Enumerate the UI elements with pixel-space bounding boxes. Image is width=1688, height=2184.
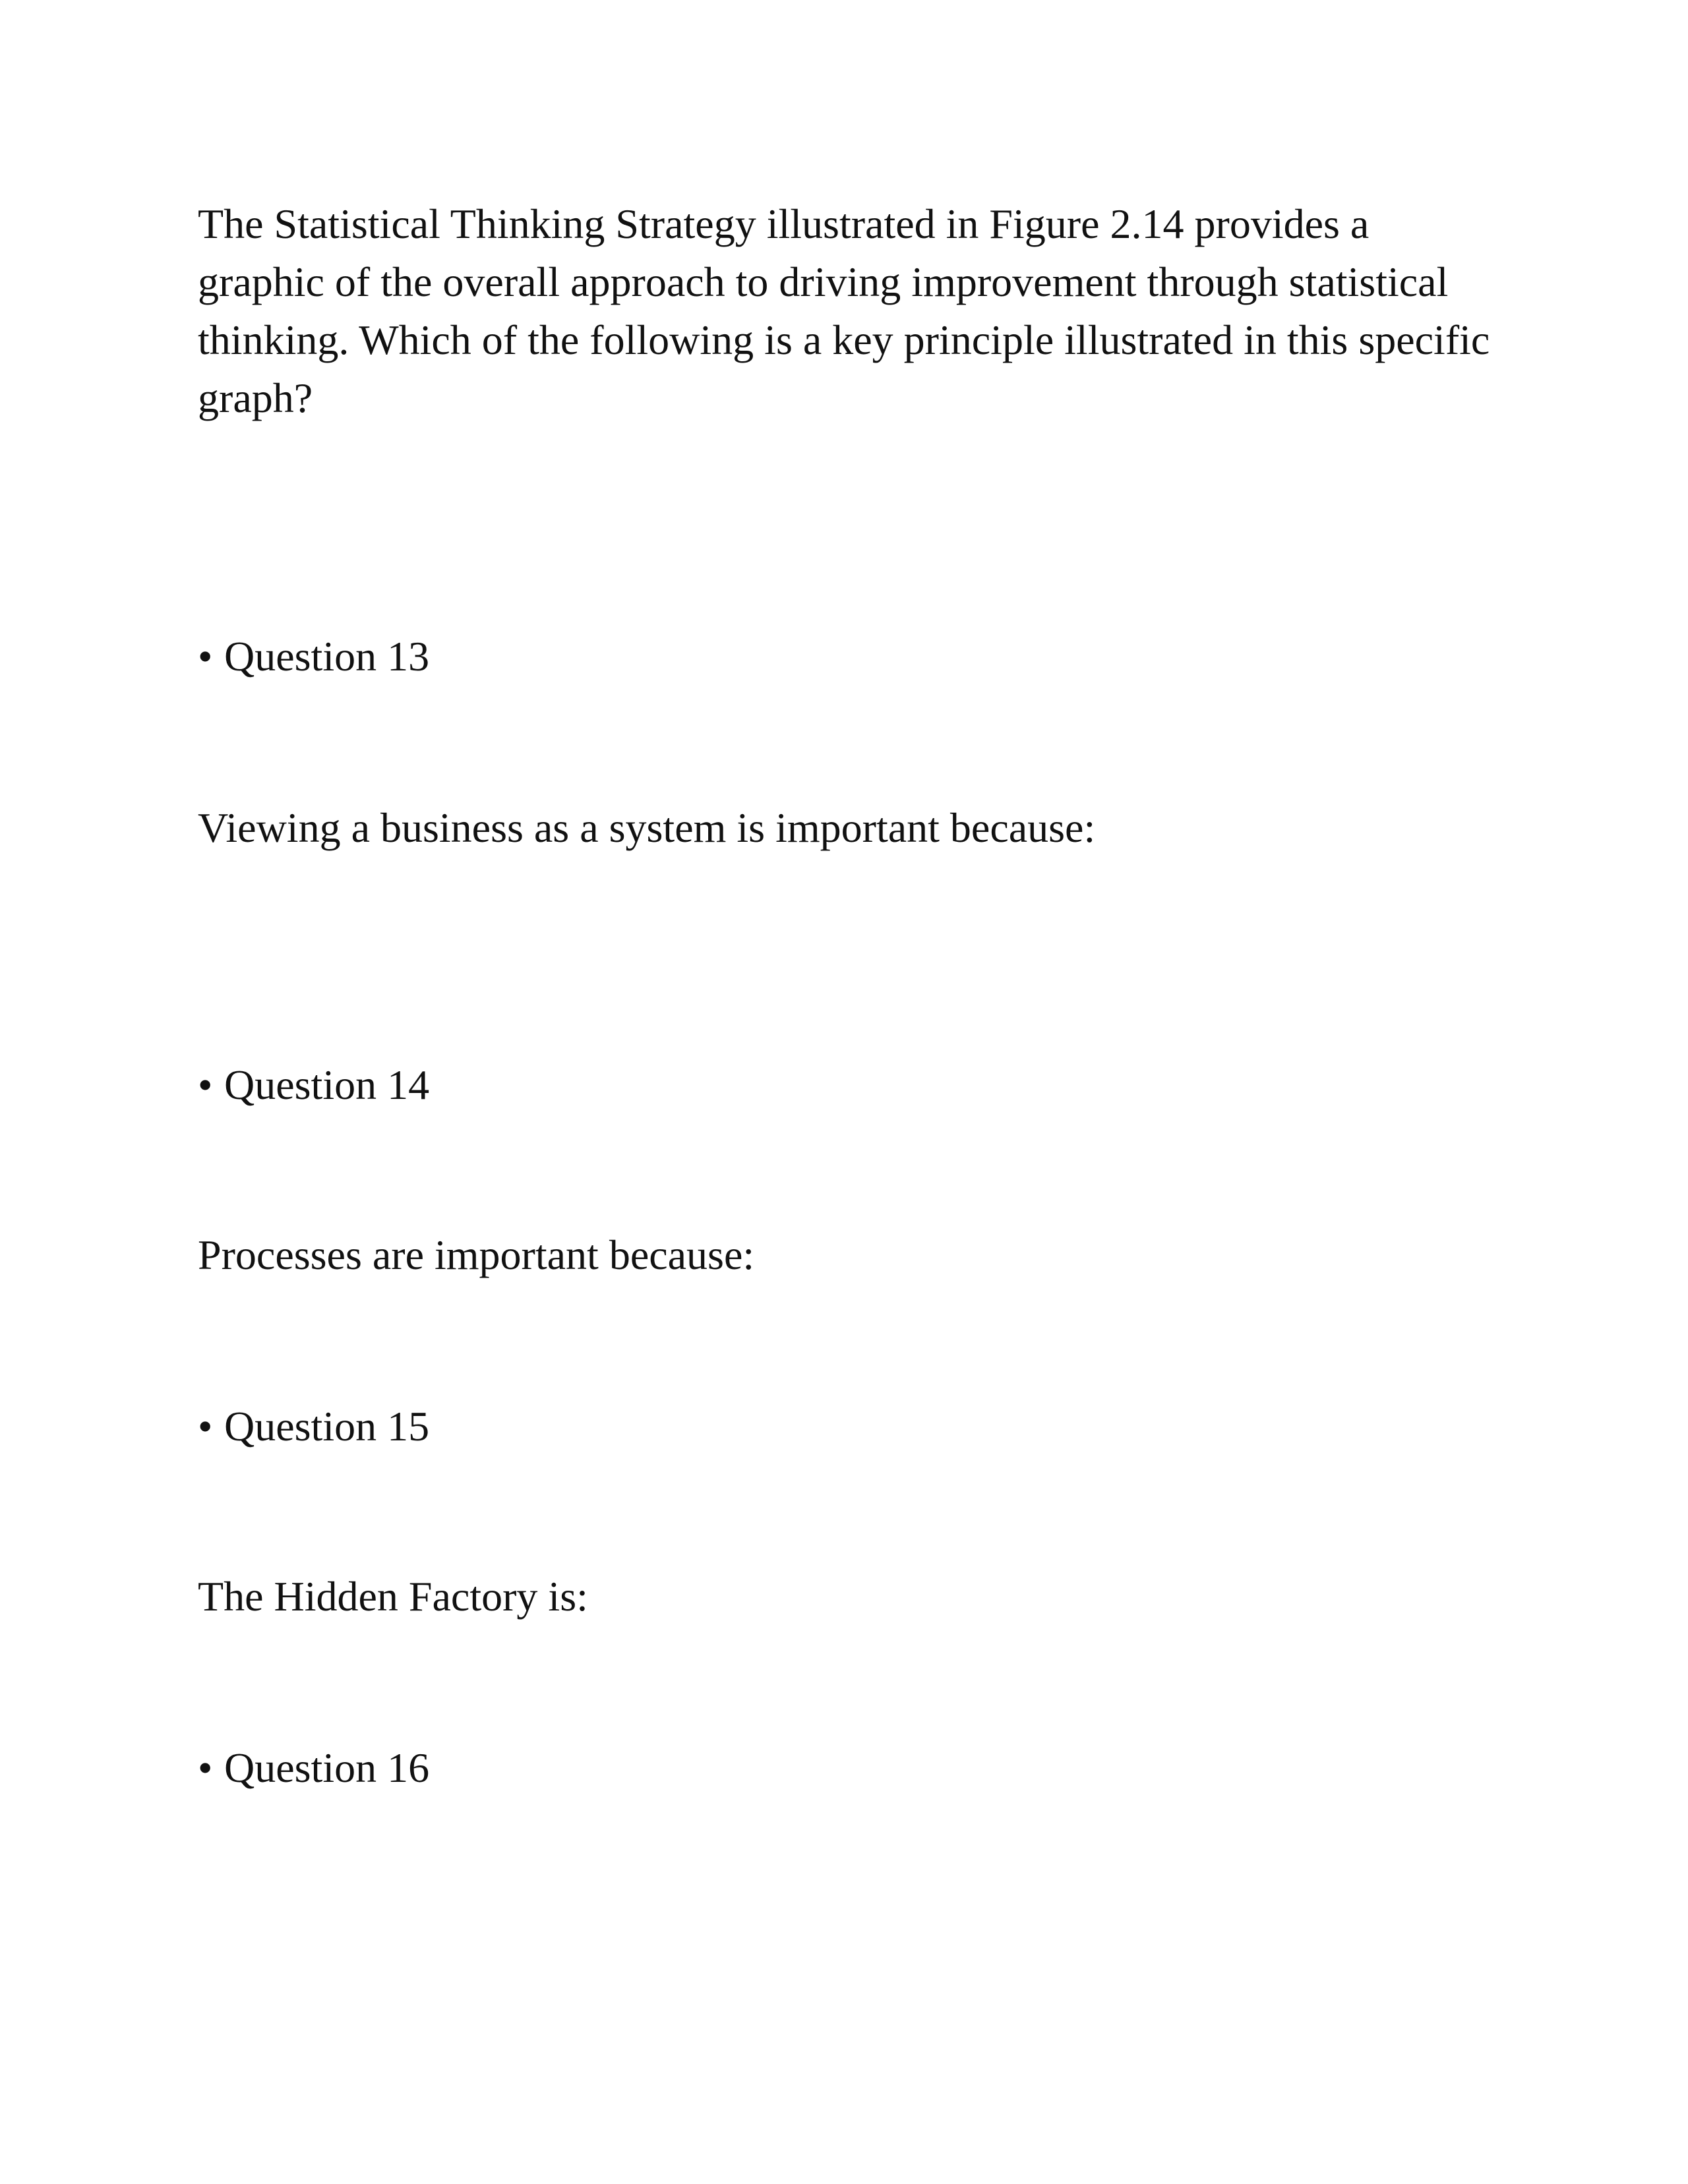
question-16-label: Question 16 xyxy=(224,1744,430,1791)
bullet-icon: • xyxy=(198,633,213,680)
question-13-label: Question 13 xyxy=(224,633,430,680)
question-16-heading xyxy=(198,1739,1490,1797)
question-15-heading xyxy=(198,1398,1490,1456)
question-13-text: Viewing a business as a system is important because: xyxy=(198,804,1096,851)
question-13-heading xyxy=(198,628,1490,686)
question-14-label: Question 14 xyxy=(224,1061,430,1108)
question-14-text: Processes are important because: xyxy=(198,1231,755,1278)
bullet-icon: • xyxy=(198,1744,213,1791)
question-14-heading xyxy=(198,1056,1490,1114)
question-15-label: Question 15 xyxy=(224,1403,430,1450)
bullet-icon: • xyxy=(198,1061,213,1108)
intro-paragraph: The Statistical Thinking Strategy illustrated in Figure 2.14 provides a graphic of the overall approach to driving improvement through statistical thinking. Which of the following is a key principle illustrated in this specific graph? xyxy=(198,200,1490,421)
question-15-text: The Hidden Factory is: xyxy=(198,1573,588,1620)
bullet-icon: • xyxy=(198,1403,213,1450)
